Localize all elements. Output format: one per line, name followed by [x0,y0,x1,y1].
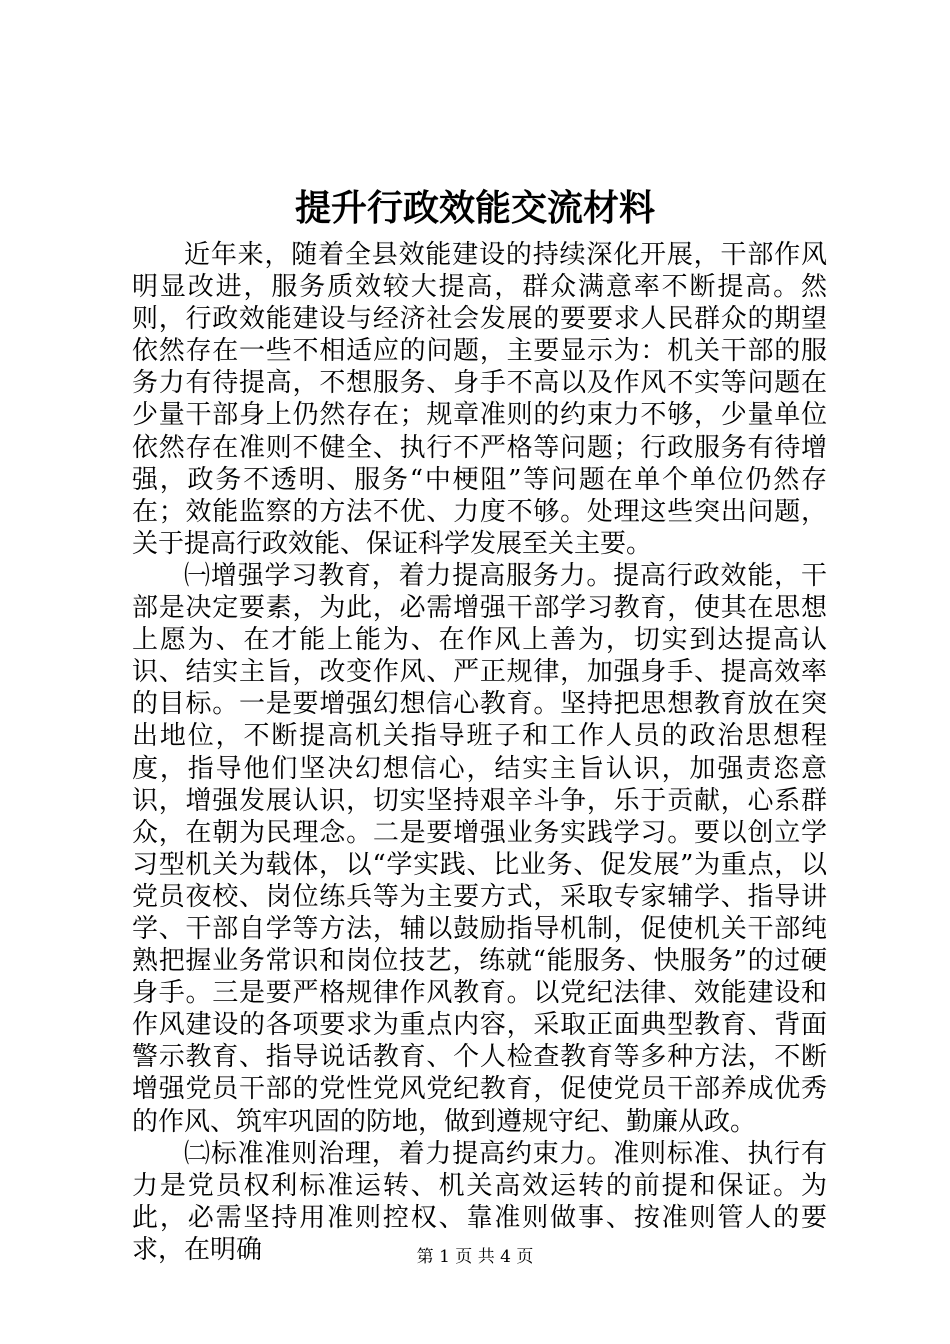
page-footer: 第 1 页 共 4 页 [416,1247,534,1267]
document-body [132,239,827,1266]
paragraph-intro: 近年来，随着全县效能建设的持续深化开展，干部作风明显改进，服务质效较大提高，群众满意率不断提高。然则，行政效能建设与经济社会发展的要要求人民群众的期望依然存在一些不相适应的问题，主要显示为：机关干部的服务力有待提高，不想服务、身手不高以及作风不实等问题在少量干部身上仍然存在；规章准则的约束力不够，少量单位依然存在准则不健全、执行不严格等问题；行政服务有待增强，政务不透明、服务“中梗阻”等问题在单个单位仍然存在；效能监察的方法不优、力度不够。处理这些突出问题，关于提高行政效能、保证科学发展至关主要。 [132,240,827,559]
paragraph-section-1: ㈠增强学习教育，着力提高服务力。提高行政效能，干部是决定要素，为此，必需增强干部学习教育，使其在思想上愿为、在才能上能为、在作风上善为，切实到达提高认识、结实主旨，改变作风、严正规律，加强身手、提高效率的目标。一是要增强幻想信心教育。坚持把思想教育放在突出地位，不断提高机关指导班子和工作人员的政治思想程度，指导他们坚决幻想信心，结实主旨认识，加强责恣意识，增强发展认识，切实坚持艰辛斗争，乐于贡献，心系群众，在朝为民理念。二是要增强业务实践学习。要以创立学习型机关为载体，以“学实践、比业务、促发展”为重点，以党员夜校、岗位练兵等为主要方式，采取专家辅学、指导讲学、干部自学等方法，辅以鼓励指导机制，促使机关干部纯熟把握业务常识和岗位技艺，练就“能服务、快服务”的过硬身手。三是要严格规律作风教育。以党纪法律、效能建设和作风建设的各项要求为重点内容，采取正面典型教育、背面警示教育、指导说话教育、个人检查教育等多种方法，不断增强党员干部的党性党风党纪教育，促使党员干部养成优秀的作风、筑牢巩固的防地，做到遵规守纪、勤廉从政。 [132,560,827,1137]
paragraph-section-2: ㈡标准准则治理，着力提高约束力。准则标准、执行有力是党员权利标准运转、机关高效运转的前提和保证。为此，必需坚持用准则控权、靠准则做事、按准则管人的要求，在明确 [132,1138,827,1265]
document-title: 提升行政效能交流材料 [294,187,655,229]
